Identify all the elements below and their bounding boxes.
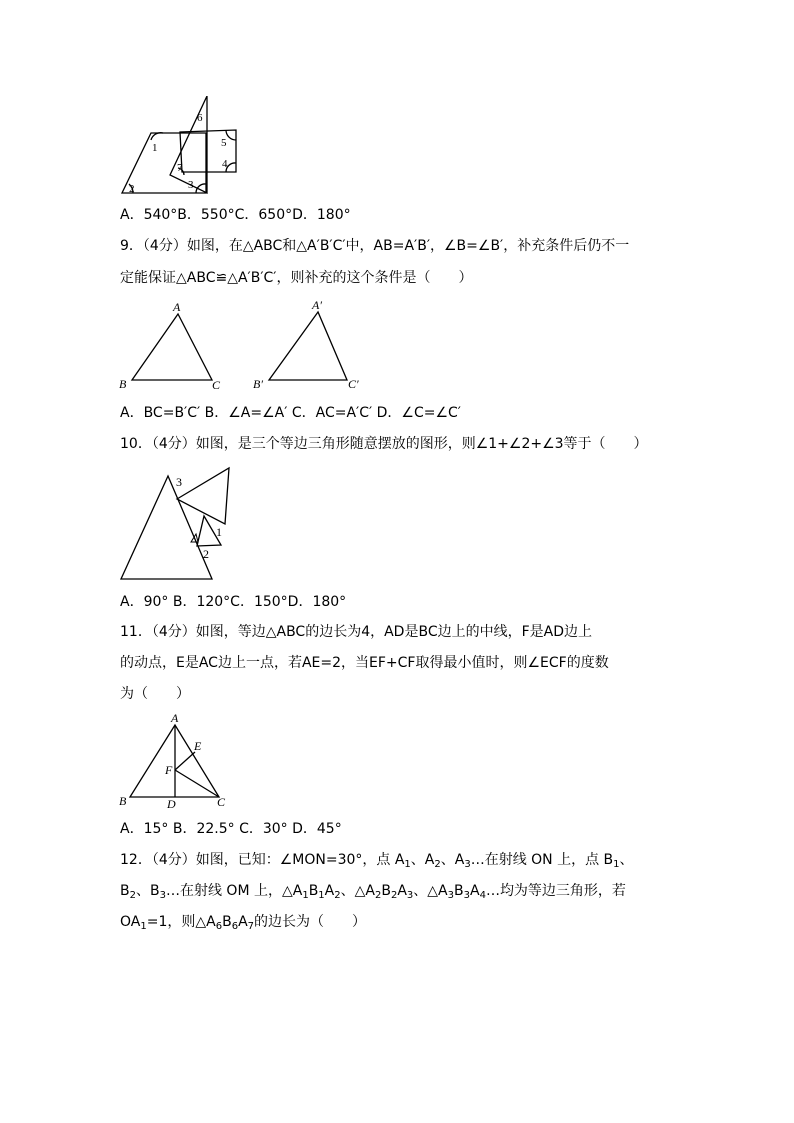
- q9-label-c-prime: C′: [348, 377, 359, 391]
- q11-label-b: B: [119, 794, 127, 808]
- q10-figure: [118, 462, 236, 584]
- q9-stem-line1: 9．（4分）如图，在△ABC和△A′B′C′中，AB=A′B′，∠B=∠B′，补充条件后仍不一: [120, 238, 630, 254]
- q11-label-f: F: [165, 763, 173, 777]
- q12-stem-line2: $B_2$、$B_3\dots$在射线 OM 上，$\triangle A_1B_1A_2$、$\triangle A_2B_2A_3$、$\triangle A_3B_3A_4\dots$均为等边三角形，若: [120, 883, 626, 901]
- q9-triangle-abc-prime: [250, 296, 366, 392]
- q11-segment-fc: [175, 770, 219, 797]
- q9-options: A．BC=B′C′ B．∠A=∠A′ C．AC=A′C′ D．∠C=∠C′: [120, 405, 461, 421]
- q8-label-5: 5: [221, 137, 227, 149]
- q11-label-e: E: [194, 739, 202, 753]
- q9-label-b: B: [119, 377, 127, 391]
- q10-large-triangle: [121, 476, 212, 579]
- q11-figure: [116, 710, 234, 810]
- q9-stem-line2: 定能保证△ABC≌△A′B′C′，则补充的这个条件是（ ）: [120, 270, 473, 286]
- q8-label-6: 6: [197, 112, 203, 124]
- q11-label-a: A: [171, 711, 179, 725]
- q8-label-3: 3: [188, 179, 194, 191]
- q9-label-c: C: [212, 378, 221, 392]
- q9-triangle-abc: [116, 298, 228, 392]
- q11-segment-fe: [175, 752, 195, 770]
- q12-stem-line3: $OA_1=1$，则$\triangle A_6B_6A_7$的边长为（ ）: [120, 914, 367, 932]
- q10-label-3: 3: [176, 475, 182, 489]
- q9-label-a-prime: A′: [312, 298, 322, 312]
- q10-stem-line1: 10．（4分）如图，是三个等边三角形随意摆放的图形，则∠1+∠2+∠3等于（ ）: [120, 436, 648, 452]
- q11-options: A．15° B．22.5° C．30° D．45°: [120, 821, 342, 837]
- q11-stem-line2: 的动点，E是AC边上一点，若AE=2，当EF+CF取得最小值时，则∠ECF的度数: [120, 655, 609, 671]
- q8-options: A．540°B．550°C．650°D．180°: [120, 207, 351, 223]
- q10-label-1: 1: [216, 525, 222, 539]
- q8-label-2: 2: [129, 183, 135, 195]
- q11-stem-line1: 11．（4分）如图，等边△ABC的边长为4，AD是BC边上的中线，F是AD边上: [120, 624, 593, 640]
- q8-figure: [118, 96, 242, 200]
- q11-label-c: C: [217, 795, 226, 809]
- q8-label-1: 1: [152, 142, 158, 154]
- q11-label-d: D: [167, 797, 176, 810]
- q11-stem-line3: 为（ ）: [120, 686, 190, 702]
- q8-label-7: 7: [177, 162, 183, 174]
- q9-label-a: A: [173, 300, 181, 314]
- q10-options: A．90° B．120°C．150°D．180°: [120, 594, 347, 610]
- q9-label-b-prime: B′: [253, 377, 263, 391]
- q8-label-4: 4: [222, 158, 228, 170]
- q10-label-2: 2: [203, 547, 209, 561]
- q12-stem-line1: 12．（4分）如图，已知：∠MON=30°，点 $A_1$、$A_2$、$A_3\dots$在射线 ON 上，点 $B_1$、: [120, 852, 634, 870]
